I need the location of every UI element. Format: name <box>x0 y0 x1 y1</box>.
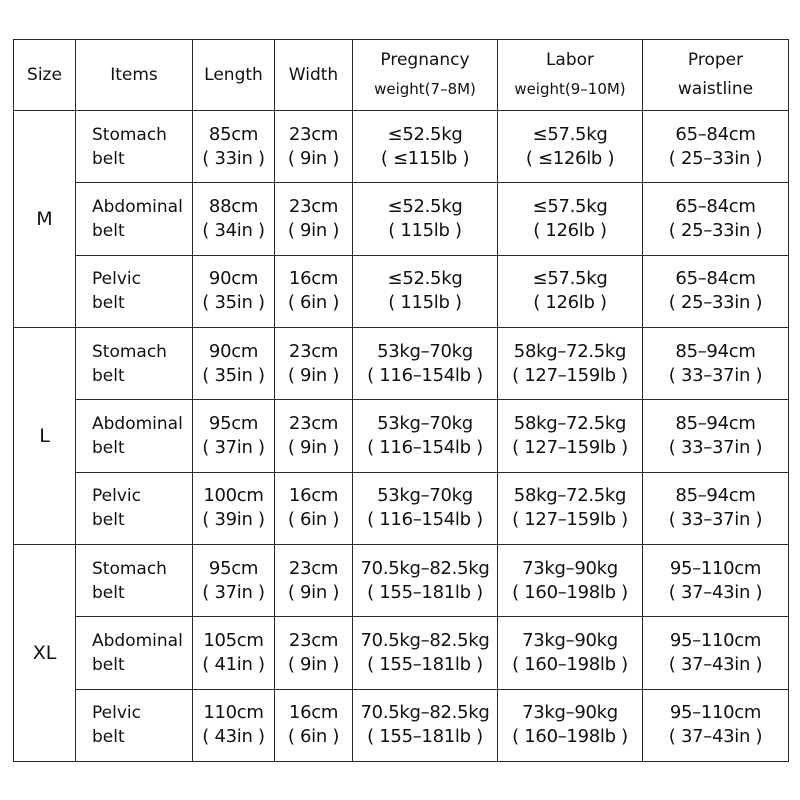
width-value-line: ( 6in ) <box>287 292 340 314</box>
labor-cell <box>498 544 643 616</box>
length-value-line: 90cm <box>208 340 259 362</box>
waist-value-line: 85–94cm <box>675 412 756 434</box>
waist-cell <box>643 689 789 761</box>
waist-value-line: 65–84cm <box>675 195 756 217</box>
header-pregnancy-line2: weight(7–8M) <box>374 80 476 98</box>
width-value-line: ( 9in ) <box>287 436 340 458</box>
item-name-line: Stomach <box>92 341 167 362</box>
labor-value-line: ( 126lb ) <box>533 219 607 241</box>
item-name <box>76 111 193 183</box>
header-pregnancy-weight <box>353 40 498 111</box>
labor-value-line: 58kg–72.5kg <box>513 412 627 434</box>
header-size: Size <box>14 40 76 111</box>
table-row <box>14 111 789 183</box>
pregnancy-value-line: 70.5kg–82.5kg <box>360 557 490 579</box>
length-value-line: ( 33in ) <box>202 147 265 169</box>
header-labor-line2: weight(9–10M) <box>514 80 626 98</box>
item-name <box>76 327 193 399</box>
item-name-line: belt <box>92 148 125 169</box>
length-cell <box>193 544 275 616</box>
pregnancy-value-line: ( 155–181lb ) <box>367 653 483 675</box>
waist-value-line: 65–84cm <box>675 123 756 145</box>
header-width: Width <box>275 40 353 111</box>
waist-value-line: ( 37–43in ) <box>668 653 763 675</box>
pregnancy-value-line: ( 116–154lb ) <box>367 436 483 458</box>
width-cell <box>275 255 353 327</box>
length-value-line: ( 41in ) <box>202 653 265 675</box>
labor-cell <box>498 689 643 761</box>
width-cell <box>275 472 353 544</box>
pregnancy-cell <box>353 472 498 544</box>
width-cell <box>275 327 353 399</box>
waist-cell <box>643 183 789 255</box>
waist-cell <box>643 111 789 183</box>
width-value-line: ( 9in ) <box>287 364 340 386</box>
width-cell <box>275 544 353 616</box>
waist-cell <box>643 327 789 399</box>
width-cell <box>275 111 353 183</box>
header-labor-weight <box>498 40 643 111</box>
item-name-line: Stomach <box>92 124 167 145</box>
header-row <box>14 40 789 111</box>
pregnancy-value-line: ( 155–181lb ) <box>367 581 483 603</box>
width-value-line: 16cm <box>288 485 339 507</box>
header-waist-line2: waistline <box>677 79 754 99</box>
table-row <box>14 689 789 761</box>
pregnancy-value-line: ( ≤115lb ) <box>380 147 470 169</box>
labor-cell <box>498 617 643 689</box>
width-cell <box>275 617 353 689</box>
width-value-line: 16cm <box>288 268 339 290</box>
waist-cell <box>643 544 789 616</box>
width-cell <box>275 400 353 472</box>
header-labor-line1: Labor <box>545 50 595 70</box>
waist-value-line: 65–84cm <box>675 268 756 290</box>
labor-value-line: 73kg–90kg <box>522 557 618 579</box>
table-row <box>14 183 789 255</box>
pregnancy-cell <box>353 544 498 616</box>
width-cell <box>275 689 353 761</box>
waist-value-line: 95–110cm <box>669 629 762 651</box>
item-name-line: Stomach <box>92 558 167 579</box>
length-value-line: 88cm <box>208 195 259 217</box>
labor-value-line: 73kg–90kg <box>522 702 618 724</box>
item-name-line: belt <box>92 293 125 314</box>
waist-value-line: ( 33–37in ) <box>668 364 763 386</box>
pregnancy-value-line: ( 115lb ) <box>388 292 462 314</box>
size-label: XL <box>14 544 76 761</box>
pregnancy-value-line: 53kg–70kg <box>377 340 473 362</box>
pregnancy-cell <box>353 327 498 399</box>
waist-value-line: 95–110cm <box>669 702 762 724</box>
table-row <box>14 617 789 689</box>
length-value-line: 90cm <box>208 268 259 290</box>
table-row <box>14 255 789 327</box>
labor-cell <box>498 111 643 183</box>
width-value-line: ( 9in ) <box>287 581 340 603</box>
length-value-line: ( 34in ) <box>202 219 265 241</box>
pregnancy-cell <box>353 400 498 472</box>
item-name-line: belt <box>92 365 125 386</box>
table-row <box>14 400 789 472</box>
size-label: M <box>14 111 76 328</box>
waist-value-line: 85–94cm <box>675 485 756 507</box>
length-value-line: ( 37in ) <box>202 436 265 458</box>
header-length: Length <box>193 40 275 111</box>
labor-cell <box>498 472 643 544</box>
width-value-line: 23cm <box>288 557 339 579</box>
length-value-line: 110cm <box>203 702 264 724</box>
pregnancy-cell <box>353 689 498 761</box>
pregnancy-value-line: ( 115lb ) <box>388 219 462 241</box>
header-waist-line1: Proper <box>687 50 744 70</box>
length-value-line: 85cm <box>208 123 259 145</box>
labor-value-line: ( 127–159lb ) <box>512 509 628 531</box>
header-proper-waistline <box>643 40 789 111</box>
item-name <box>76 689 193 761</box>
width-value-line: 23cm <box>288 629 339 651</box>
width-cell <box>275 183 353 255</box>
length-cell <box>193 327 275 399</box>
table-row <box>14 327 789 399</box>
pregnancy-value-line: ( 116–154lb ) <box>367 364 483 386</box>
item-name-line: Abdominal <box>92 413 183 434</box>
width-value-line: ( 6in ) <box>287 509 340 531</box>
table-body <box>14 111 789 762</box>
pregnancy-value-line: ( 155–181lb ) <box>367 726 483 748</box>
pregnancy-cell <box>353 111 498 183</box>
pregnancy-value-line: 70.5kg–82.5kg <box>360 629 490 651</box>
labor-value-line: ≤57.5kg <box>532 195 608 217</box>
item-name-line: Abdominal <box>92 630 183 651</box>
waist-cell <box>643 255 789 327</box>
pregnancy-cell <box>353 183 498 255</box>
item-name <box>76 183 193 255</box>
length-cell <box>193 689 275 761</box>
labor-value-line: ( 160–198lb ) <box>512 581 628 603</box>
waist-cell <box>643 472 789 544</box>
length-value-line: 100cm <box>203 485 264 507</box>
width-value-line: 23cm <box>288 340 339 362</box>
pregnancy-value-line: ≤52.5kg <box>387 195 463 217</box>
size-label: L <box>14 327 76 544</box>
pregnancy-cell <box>353 255 498 327</box>
length-value-line: 105cm <box>203 629 264 651</box>
pregnancy-value-line: ≤52.5kg <box>387 268 463 290</box>
item-name-line: belt <box>92 582 125 603</box>
length-value-line: ( 35in ) <box>202 364 265 386</box>
pregnancy-value-line: 53kg–70kg <box>377 485 473 507</box>
waist-cell <box>643 400 789 472</box>
pregnancy-value-line: 70.5kg–82.5kg <box>360 702 490 724</box>
waist-value-line: 85–94cm <box>675 340 756 362</box>
length-value-line: 95cm <box>208 412 259 434</box>
item-name-line: Pelvic <box>92 703 141 724</box>
width-value-line: ( 9in ) <box>287 653 340 675</box>
waist-value-line: ( 37–43in ) <box>668 581 763 603</box>
pregnancy-value-line: ≤52.5kg <box>387 123 463 145</box>
labor-cell <box>498 255 643 327</box>
size-chart-table <box>13 39 789 762</box>
length-value-line: ( 39in ) <box>202 509 265 531</box>
item-name-line: Abdominal <box>92 196 183 217</box>
waist-value-line: ( 33–37in ) <box>668 509 763 531</box>
waist-value-line: ( 25–33in ) <box>668 147 763 169</box>
waist-value-line: ( 33–37in ) <box>668 436 763 458</box>
labor-value-line: 58kg–72.5kg <box>513 340 627 362</box>
pregnancy-value-line: 53kg–70kg <box>377 412 473 434</box>
labor-value-line: ≤57.5kg <box>532 268 608 290</box>
item-name-line: belt <box>92 654 125 675</box>
waist-value-line: ( 37–43in ) <box>668 726 763 748</box>
length-cell <box>193 472 275 544</box>
item-name-line: Pelvic <box>92 269 141 290</box>
labor-cell <box>498 183 643 255</box>
length-cell <box>193 400 275 472</box>
table-row <box>14 544 789 616</box>
pregnancy-cell <box>353 617 498 689</box>
item-name <box>76 617 193 689</box>
length-value-line: ( 37in ) <box>202 581 265 603</box>
labor-value-line: ( 127–159lb ) <box>512 436 628 458</box>
item-name-line: belt <box>92 727 125 748</box>
length-value-line: 95cm <box>208 557 259 579</box>
item-name-line: Pelvic <box>92 486 141 507</box>
item-name-line: belt <box>92 510 125 531</box>
labor-value-line: ( 127–159lb ) <box>512 364 628 386</box>
labor-value-line: ≤57.5kg <box>532 123 608 145</box>
pregnancy-value-line: ( 116–154lb ) <box>367 509 483 531</box>
item-name-line: belt <box>92 220 125 241</box>
labor-value-line: ( 160–198lb ) <box>512 653 628 675</box>
item-name <box>76 544 193 616</box>
item-name <box>76 400 193 472</box>
labor-value-line: ( ≤126lb ) <box>525 147 615 169</box>
waist-cell <box>643 617 789 689</box>
length-value-line: ( 43in ) <box>202 726 265 748</box>
labor-cell <box>498 327 643 399</box>
width-value-line: 23cm <box>288 412 339 434</box>
width-value-line: ( 9in ) <box>287 219 340 241</box>
table-row <box>14 472 789 544</box>
labor-cell <box>498 400 643 472</box>
labor-value-line: ( 160–198lb ) <box>512 726 628 748</box>
length-cell <box>193 183 275 255</box>
waist-value-line: ( 25–33in ) <box>668 219 763 241</box>
width-value-line: 23cm <box>288 123 339 145</box>
length-cell <box>193 111 275 183</box>
waist-value-line: ( 25–33in ) <box>668 292 763 314</box>
item-name <box>76 472 193 544</box>
width-value-line: ( 9in ) <box>287 147 340 169</box>
waist-value-line: 95–110cm <box>669 557 762 579</box>
length-value-line: ( 35in ) <box>202 292 265 314</box>
header-pregnancy-line1: Pregnancy <box>380 50 470 70</box>
header-items: Items <box>76 40 193 111</box>
labor-value-line: ( 126lb ) <box>533 292 607 314</box>
width-value-line: 23cm <box>288 195 339 217</box>
width-value-line: 16cm <box>288 702 339 724</box>
labor-value-line: 73kg–90kg <box>522 629 618 651</box>
item-name <box>76 255 193 327</box>
item-name-line: belt <box>92 437 125 458</box>
labor-value-line: 58kg–72.5kg <box>513 485 627 507</box>
width-value-line: ( 6in ) <box>287 726 340 748</box>
length-cell <box>193 617 275 689</box>
length-cell <box>193 255 275 327</box>
